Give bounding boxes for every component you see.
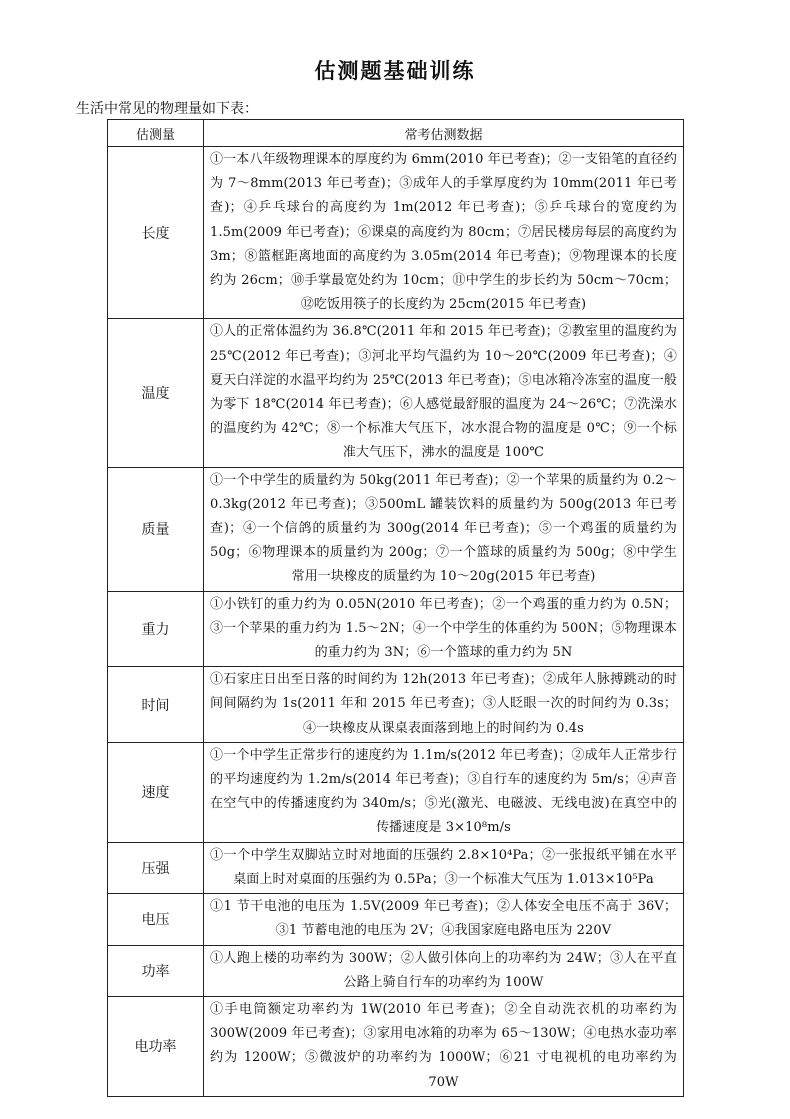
header-data: 常考估测数据 (204, 120, 684, 147)
table-row (108, 667, 684, 743)
row-data: ①一个中学生的质量约为 50kg(2011 年已考查)；②一个苹果的质量约为 0.2～0.3kg(2012 年已考查)；③500mL 罐装饮料的质量约为 500g(2013 年已考查)；④一个信鸽的质量约为 300g(2014 年已考查)；⑤一个鸡蛋的质量约为 50g；⑥物理课本的质量约为 200g；⑦一个篮球的质量约为 500g；⑧中学生常用一块橡皮的质量约为 10～20g(2015 年已考查) (204, 467, 684, 591)
row-data: ①一个中学生正常步行的速度约为 1.1m/s(2012 年已考查)；②成年人正常步行的平均速度约为 1.2m/s(2014 年已考查)；③自行车的速度约为 5m/s；④声音在空气中的传播速度约为 340m/s；⑤光(激光、电磁波、无线电波)在真空中的传播速度是 3×10⁸m/s (204, 742, 684, 842)
row-category: 重力 (108, 591, 204, 667)
row-data: ①手电筒额定功率约为 1W(2010 年已考查)；②全自动洗衣机的功率约为 300W(2009 年已考查)；③家用电冰箱的功率为 65～130W；④电热水壶功率约为 1200W；⑤微波炉的功率约为 1000W；⑥21 寸电视机的电功率约为 70W (204, 996, 684, 1096)
row-category: 质量 (108, 467, 204, 591)
table-row (108, 467, 684, 591)
row-category: 速度 (108, 742, 204, 842)
table-row (108, 591, 684, 667)
row-data: ①人跑上楼的功率约为 300W；②人做引体向上的功率约为 24W；③人在平直公路上骑自行车的功率约为 100W (204, 945, 684, 996)
row-category: 长度 (108, 147, 204, 319)
table-row (108, 894, 684, 945)
table-row (108, 319, 684, 467)
page-title: 估测题基础训练 (314, 58, 476, 83)
row-data: ①石家庄日出至日落的时间约为 12h(2013 年已考查)；②成年人脉搏跳动的时间间隔约为 1s(2011 年和 2015 年已考查)；③人眨眼一次的时间约为 0.3s；④一块橡皮从课桌表面落到地上的时间约为 0.4s (204, 667, 684, 743)
row-data: ①一个中学生双脚站立时对地面的压强约 2.8×10⁴Pa；②一张报纸平铺在水平桌面上时对桌面的压强约为 0.5Pa；③一个标准大气压为 1.013×10⁵Pa (204, 842, 684, 893)
header-quantity: 估测量 (108, 120, 204, 147)
row-data: ①1 节干电池的电压为 1.5V(2009 年已考查)；②人体安全电压不高于 36V；③1 节蓄电池的电压为 2V；④我国家庭电路电压为 220V (204, 894, 684, 945)
table-row (108, 147, 684, 319)
row-data: ①人的正常体温约为 36.8℃(2011 年和 2015 年已考查)；②教室里的温度约为 25℃(2012 年已考查)；③河北平均气温约为 10～20℃(2009 年已考查)；④夏天白洋淀的水温平均约为 25℃(2013 年已考查)；⑤电冰箱冷冻室的温度一般为零下 18℃(2014 年已考查)；⑥人感觉最舒服的温度为 24～26℃；⑦洗澡水的温度约为 42℃；⑧一个标准大气压下，冰水混合物的温度是 0℃；⑨一个标准大气压下，沸水的温度是 100℃ (204, 319, 684, 467)
intro-text: 生活中常见的物理量如下表： (76, 101, 258, 117)
table-row (108, 945, 684, 996)
row-category: 温度 (108, 319, 204, 467)
row-category: 压强 (108, 842, 204, 893)
row-category: 时间 (108, 667, 204, 743)
table-row (108, 742, 684, 842)
row-category: 电压 (108, 894, 204, 945)
table-row (108, 996, 684, 1096)
row-category: 功率 (108, 945, 204, 996)
row-data: ①小铁钉的重力约为 0.05N(2010 年已考查)；②一个鸡蛋的重力约为 0.5N；③一个苹果的重力约为 1.5～2N；④一个中学生的体重约为 500N；⑤物理课本的重力约为 3N；⑥一个篮球的重力约为 5N (204, 591, 684, 667)
row-data: ①一本八年级物理课本的厚度约为 6mm(2010 年已考查)；②一支铅笔的直径约为 7～8mm(2013 年已考查)；③成年人的手掌厚度约为 10mm(2011 年已考查)；④乒乓球台的高度约为 1m(2012 年已考查)；⑤乒乓球台的宽度约为 1.5m(2009 年已考查)；⑥课桌的高度约为 80cm；⑦居民楼房每层的高度约为 3m；⑧篮框距离地面的高度约为 3.05m(2014 年已考查)；⑨物理课本的长度约为 26cm；⑩手掌最宽处约为 10cm；⑪中学生的步长约为 50cm～70cm；⑫吃饭用筷子的长度约为 25cm(2015 年已考查) (204, 147, 684, 319)
row-category: 电功率 (108, 996, 204, 1096)
estimation-table (107, 119, 684, 1097)
table-header-row (108, 120, 684, 147)
table-row (108, 842, 684, 893)
